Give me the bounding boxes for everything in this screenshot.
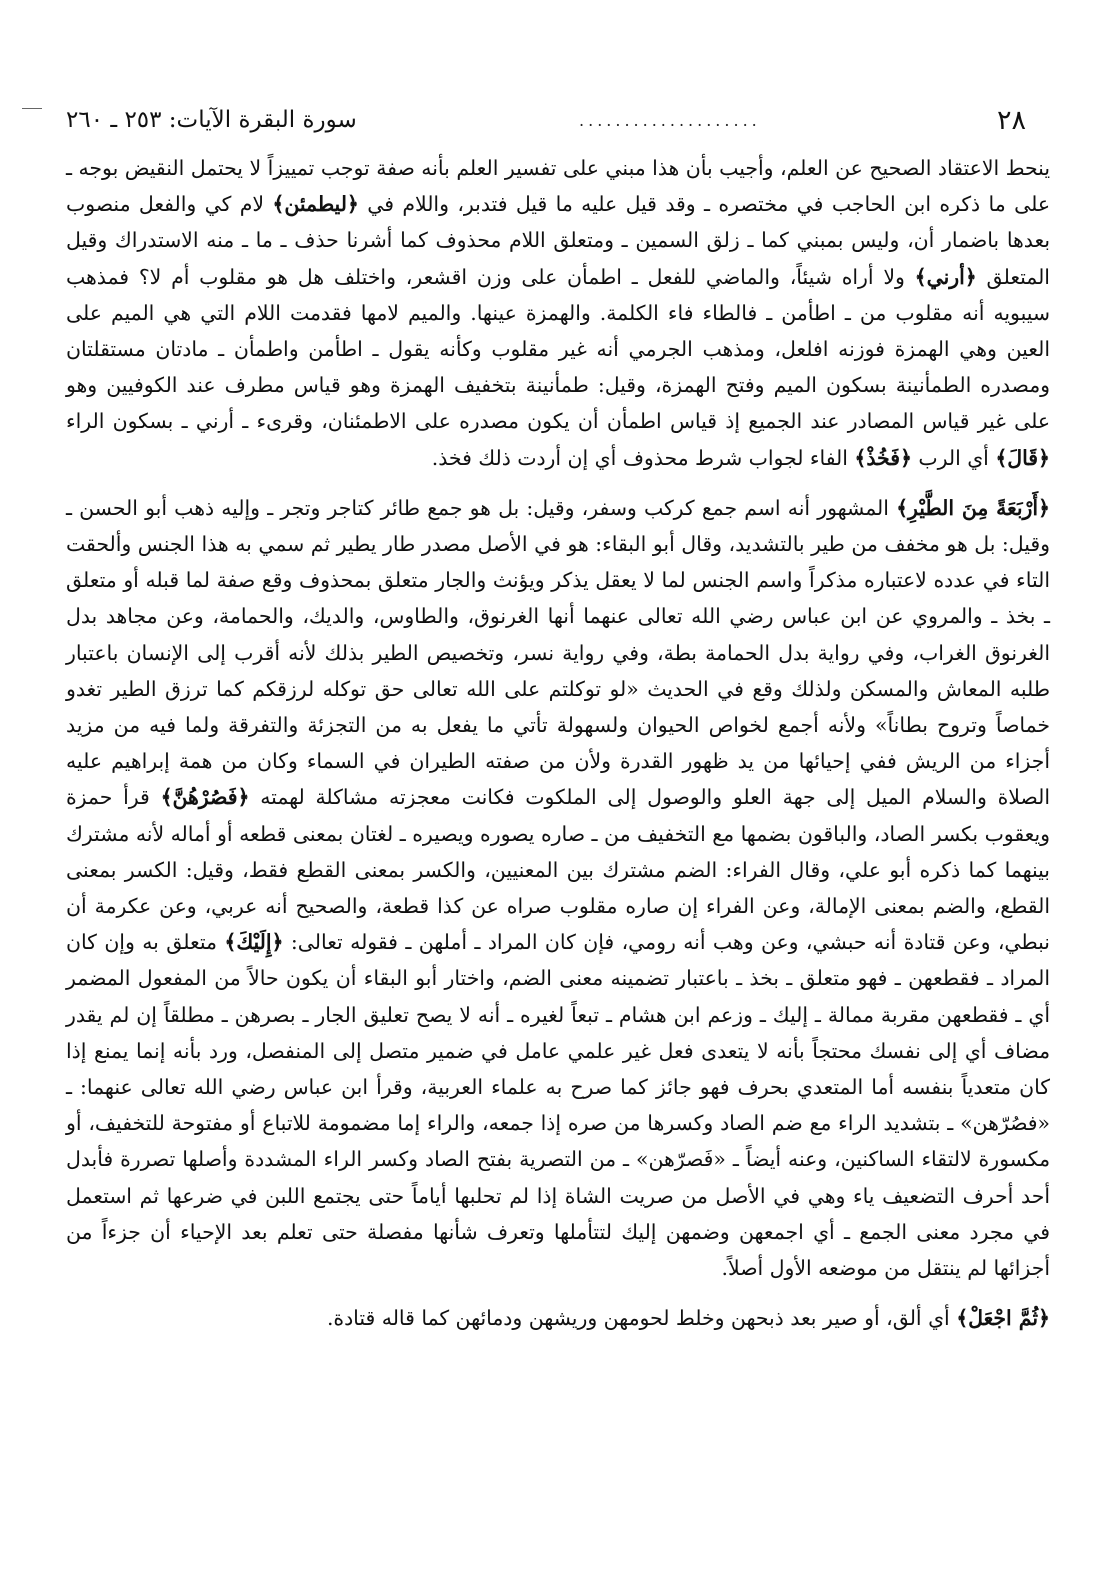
quran-quote: ﴿إِلَيْكَ﴾ — [224, 930, 284, 955]
quran-quote: ﴿ثُمَّ اجْعَلْ﴾ — [956, 1306, 1050, 1331]
paragraph-text: متعلق به وإن كان المراد ـ فقطعهن ـ فهو متعلق ـ بخذ ـ باعتبار تضمينه معنى الضم، واختار أبو البقاء أن يكون حالاً من المفعول المضمر أي ـ فقطعهن مقربة ممالة ـ إليك ـ وزعم ابن هشام ـ تبعاً لغيره ـ أنه لا يصح تعليق الجار ـ بصرهن ـ مطلقاً إن لم يقدر مضاف أي إلى نفسك محتجاً بأنه لا يتعدى فعل غير علمي عامل في ضمير متصل إلى المنفصل، ورد بأنه إنما يمنع إذا كان متعدياً بنفسه أما المتعدي بحرف فهو جائز كما صرح به علماء العربية، وقرأ ابن عباس رضي الله تعالى عنهما: ـ «فصُرّهن» ـ بتشديد الراء مع ضم الصاد وكسرها من صره إذا جمعه، والراء إما مضمومة للاتباع أو مفتوحة للتخفيف، أو مكسورة لالتقاء الساكنين، وعنه أيضاً ـ «فَصرّهن» ـ من التصرية بفتح الصاد وكسر الراء المشددة وأصلها تصررة فأبدل أحد أحرف التضعيف ياء وهي في الأصل من صريت الشاة إذا لم تحلبها أياماً حتى يجتمع اللبن في ضرعها ثم استعمل في مجرد معنى الجمع ـ أي اجمعهن وضمهن إليك لتتأملها وتعرف شأنها مفصلة حتى تعلم بعد الإحياء أن جزءاً من أجزائها لم ينتقل من موضعه الأول أصلاً. — [66, 930, 1050, 1281]
paragraph-text: أي الرب — [911, 445, 996, 470]
paragraph-text: قرأ حمزة ويعقوب بكسر الصاد، والباقون بضمها مع التخفيف من ـ صاره يصوره ويصيره ـ لغتان بمعنى قطعه أو أماله لأنه مشترك بينهما كما ذكره أبو علي، وقال الفراء: الضم مشترك بين المعنيين، والكسر بمعنى القطع فقط، وقيل: الكسر بمعنى القطع، والضم بمعنى الإمالة، وعن الفراء إن صاره مقلوب صراه عن كذا قطعة، والصحيح أنه عربي، وعن عكرمة أن نبطي، وعن قتادة أنه حبشي، وعن وهب أنه رومي، فإن كان المراد ـ أملهن ـ فقوله تعالى: — [66, 785, 1050, 955]
commentary-body — [66, 150, 1050, 1337]
paragraph-text: ولا أراه شيئاً، والماضي للفعل ـ اطمأن على وزن اقشعر، واختلف هل هو مقلوب أم لا؟ فمذهب سيبويه أنه مقلوب من ـ اطأمن ـ فالطاء فاء الكلمة. والهمزة عينها. والميم لامها فقدمت اللام التي هي الميم على العين وهي الهمزة فوزنه افلعل، ومذهب الجرمي أنه غير مقلوب وكأنه يقول ـ اطأمن واطمأن ـ مادتان مستقلتان ومصدره الطمأنينة بسكون الميم وفتح الهمزة، وقيل: طمأنينة بتخفيف الهمزة وهو قياس مطرف عند الكوفيين وهو على غير قياس المصادر عند الجميع إذ قياس اطمأن أن يكون مصدره على الاطمئنان، وقرىء ـ أرني ـ بسكون الراء — [66, 264, 1050, 434]
header-leader-dots: .................... — [579, 110, 761, 130]
quran-quote: ﴿ليطمئن﴾ — [272, 192, 359, 217]
running-header — [66, 98, 1026, 142]
margin-mark — [22, 108, 42, 109]
paragraph-text: لام كي والفعل منصوب بعدها باضمار أن، وليس بمبني كما ـ زلق السمين ـ ومتعلق اللام محذوف كما أشرنا حذف ـ ما ـ منه الاستدراك وقيل المتعلق — [66, 192, 1050, 289]
paragraph — [66, 1300, 1050, 1336]
surah-title: سورة البقرة الآيات: ٢٥٣ ـ ٢٦٠ — [66, 107, 357, 133]
quran-quote: ﴿أرني﴾ — [914, 264, 977, 289]
quran-quote: ﴿أَرْبَعَةً مِنَ الطَّيْرِ﴾ — [896, 495, 1050, 520]
paragraph-text: المشهور أنه اسم جمع كركب وسفر، وقيل: بل هو جمع طائر كتاجر وتجر ـ وإليه ذهب أبو الحسن ـ وقيل: بل هو مخفف من طير بالتشديد، وقال أبو البقاء: هو في الأصل مصدر طار يطير ثم سمي به هذا الجنس وألحقت التاء في عدده لاعتباره مذكراً واسم الجنس لما لا يعقل يذكر ويؤنث والجار متعلق بمحذوف وقع صفة لما قبله أو متعلق ـ بخذ ـ والمروي عن ابن عباس رضي الله تعالى عنهما أنها الغرنوق، والطاوس، والديك، والحمامة، وعن مجاهد بدل الغرنوق الغراب، وفي رواية بدل الحمامة بطة، وفي رواية نسر، وتخصيص الطير بذلك لأنه أقرب إلى الإنسان باعتبار طلبه المعاش والمسكن ولذلك وقع في الحديث «لو توكلتم على الله تعالى حق توكله لرزقكم كما ترزق الطير تغدو خماصاً وتروح بطاناً» ولأنه أجمع لخواص الحيوان ولسهولة تأتي ما يفعل به من التجزئة والتفرقة ولما فيه من مزيد أجزاء من الريش ففي إحيائها من يد ظهور القدرة ولأن من صفته الطيران في السماء وكان من همة إبراهيم عليه الصلاة والسلام الميل إلى جهة العلو والوصول إلى الملكوت فكانت معجزته مشاكلة لهمته — [66, 495, 1050, 810]
page-number: ٢٨ — [996, 104, 1026, 136]
quran-quote: ﴿قَالَ﴾ — [995, 445, 1050, 470]
paragraph-text: أي ألق، أو صير بعد ذبحهن وخلط لحومهن وريشهن ودمائهن كما قاله قتادة. — [326, 1306, 957, 1331]
paragraph — [66, 490, 1050, 1286]
paragraph-text: الفاء لجواب شرط محذوف أي إن أردت ذلك فخذ. — [431, 445, 855, 470]
paragraph-text: ينحط الاعتقاد الصحيح عن العلم، وأجيب بأن هذا مبني على تفسير العلم بأنه صفة توجب تمييزاً لا يحتمل النقيض بوجه ـ على ما ذكره ابن الحاجب في مختصره ـ وقد قيل عليه ما قيل فتدبر، واللام في — [66, 156, 1050, 217]
paragraph — [66, 150, 1050, 476]
quran-quote: ﴿فَخُذْ﴾ — [854, 445, 912, 470]
quran-quote: ﴿فَصُرْهُنَّ﴾ — [160, 785, 250, 810]
